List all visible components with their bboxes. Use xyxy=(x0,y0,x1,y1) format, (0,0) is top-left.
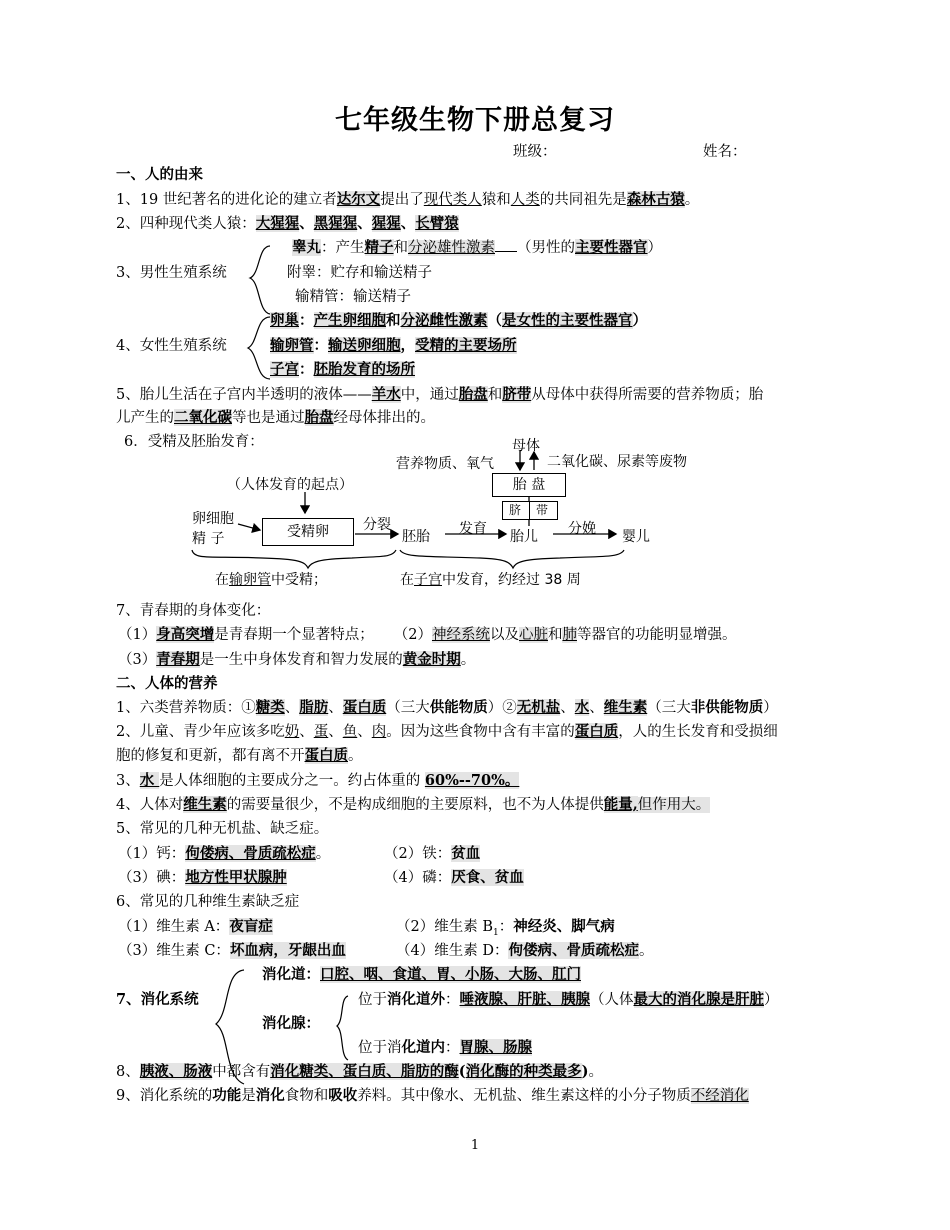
line-2-5: 5、常见的几种无机盐、缺乏症。 xyxy=(116,821,329,837)
line-2-6b-right: （4）维生素 D：佝偻病、骨质疏松症。 xyxy=(396,942,654,959)
diagram-umbilical-box: 脐 带 xyxy=(502,501,558,520)
diagram-baby: 婴儿 xyxy=(622,529,650,545)
line-1-7a: （1）身高突增是青春期一个显著特点； （2）神经系统以及心脏和肺等器官的功能明显增强。 xyxy=(118,626,737,643)
diagram-develop-label: 发育 xyxy=(459,521,487,537)
line-2-8: 8、胰液、肠液中都含有消化糖类、蛋白质、脂肪的酶(消化酶的种类最多)。 xyxy=(116,1063,603,1080)
gland-inside-row: 位于消化道内：胃腺、肠腺 xyxy=(358,1039,532,1056)
diagram-placenta-box: 胎 盘 xyxy=(492,473,566,497)
line-2-6b: （3）维生素 C：坏血病，牙龈出血 xyxy=(118,942,346,959)
line-2-5b: （3）碘：地方性甲状腺肿 xyxy=(118,869,287,886)
diagram-start-note: （人体发育的起点） xyxy=(227,477,353,493)
female-row-ovary: 卵巢：产生卵细胞和分泌雌性激素（是女性的主要性器官） xyxy=(270,312,647,329)
female-system-label: 4、女性生殖系统 xyxy=(116,338,227,354)
page-number: 1 xyxy=(470,1138,480,1153)
class-field-label: 班级： xyxy=(513,144,557,160)
line-1-1: 1、19 世纪著名的进化论的建立者达尔文提出了现代类人猿和人类的共同祖先是森林古猿。 xyxy=(116,191,700,208)
diagram-mother: 母体 xyxy=(512,438,540,454)
digestive-tract-row: 消化道：口腔、咽、食道、胃、小肠、大肠、肛门 xyxy=(262,966,581,983)
line-1-7: 7、青春期的身体变化： xyxy=(116,603,271,619)
line-2-4: 4、人体对维生素的需要量很少，不是构成细胞的主要原料，也不为人体提供能量,但作用大。 xyxy=(116,796,711,813)
section-heading-origin: 一、人的由来 xyxy=(116,166,203,183)
male-row-testis: 睾丸：产生精子和分泌雄性激素 （男性的主要性器官） xyxy=(292,239,662,256)
digestive-system-label: 7、消化系统 xyxy=(116,991,199,1008)
line-2-1: 1、六类营养物质：①糖类、脂肪、蛋白质（三大供能物质）②无机盐、水、维生素（三大非供能物质） xyxy=(116,699,778,716)
line-2-5b-right: （4）磷：厌食、贫血 xyxy=(384,869,524,886)
digestive-gland-label: 消化腺： xyxy=(262,1015,320,1032)
female-row-oviduct: 输卵管：输送卵细胞，受精的主要场所 xyxy=(270,337,517,354)
female-row-uterus: 子宫：胚胎发育的场所 xyxy=(270,361,415,378)
male-row-epididymis: 附睾：贮存和输送精子 xyxy=(287,265,432,281)
diagram-embryo: 胚胎 xyxy=(402,529,430,545)
male-row-vas-deferens: 输精管：输送精子 xyxy=(295,289,411,305)
diagram-development-place: 在子宫中发育，约经过 38 周 xyxy=(400,572,581,588)
line-2-5a: （1）钙：佝偻病、骨质疏松症。 xyxy=(118,845,331,862)
line-2-6a: （1）维生素 A：夜盲症 xyxy=(118,918,273,935)
diagram-zygote-box: 受精卵 xyxy=(262,518,354,546)
line-2-3: 3、水 是人体细胞的主要成分之一。约占体重的 60%--70%。 xyxy=(116,772,520,789)
line-1-5b: 儿产生的二氧化碳等也是通过胎盘经母体排出的。 xyxy=(116,409,435,426)
gland-outside-row: 位于消化道外：唾液腺、肝脏、胰腺（人体最大的消化腺是肝脏） xyxy=(358,991,779,1008)
line-2-6a-right: （2）维生素 $B_1$：神经炎、脚气病 xyxy=(396,918,615,938)
diagram-fertilization-place: 在输卵管中受精； xyxy=(215,572,327,588)
diagram-sperm: 精 子 xyxy=(192,531,225,547)
line-2-6: 6、常见的几种维生素缺乏症 xyxy=(116,894,300,910)
diagram-egg: 卵细胞 xyxy=(192,511,234,527)
gland-brace-icon xyxy=(334,994,354,1064)
diagram-nutrients: 营养物质、氧气 xyxy=(396,456,494,472)
line-2-5a-right: （2）铁：贫血 xyxy=(384,845,481,862)
line-2-2: 2、儿童、青少年应该多吃奶、蛋、鱼、肉。因为这些食物中含有丰富的蛋白质，人的生长发育和受损细 xyxy=(116,723,778,740)
line-1-7b: （3）青春期是一生中身体发育和智力发展的黄金时期。 xyxy=(118,651,476,668)
diagram-fetus: 胎儿 xyxy=(510,529,538,545)
line-1-6: 6．受精及胚胎发育： xyxy=(124,434,264,450)
male-system-label: 3、男性生殖系统 xyxy=(116,265,227,281)
line-1-5: 5、胎儿生活在子宫内半透明的液体——羊水中，通过胎盘和脐带从母体中获得所需要的营养物质；胎 xyxy=(116,386,764,403)
line-2-2b: 胞的修复和更新，都有离不开蛋白质。 xyxy=(116,747,363,764)
diagram-split-label: 分裂 xyxy=(363,517,391,533)
section-heading-nutrition: 二、人体的营养 xyxy=(116,675,218,692)
page-title: 七年级生物下册总复习 xyxy=(335,105,615,136)
diagram-birth-label: 分娩 xyxy=(568,521,596,537)
diagram-waste: 二氧化碳、尿素等废物 xyxy=(547,454,687,470)
name-field-label: 姓名： xyxy=(703,144,747,160)
line-2-9: 9、消化系统的功能是消化食物和吸收养料。其中像水、无机盐、维生素这样的小分子物质不经消化 xyxy=(116,1087,749,1104)
line-1-2: 2、四种现代类人猿：大猩猩、黑猩猩、猩猩、长臂猿 xyxy=(116,215,459,232)
